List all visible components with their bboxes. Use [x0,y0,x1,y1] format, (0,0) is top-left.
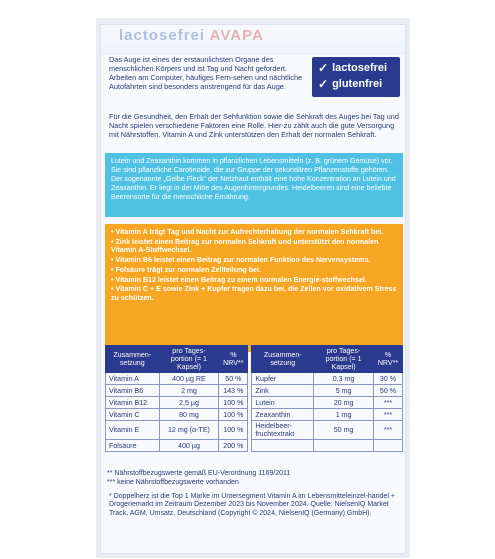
checkmark-icon: ✓ [318,77,329,91]
badge-lactosefrei: lactosefrei [332,62,388,74]
health-claims-box [105,224,403,352]
table-cell: Folsäure [106,440,160,452]
footnote-nrv: ** Nährstoffbezugswerte gemäß EU-Verordnung 1169/2011 [107,470,291,477]
claim-vitamin-b12: • Vitamin B12 leistet einen Beitrag zu einem normalen Energie-stoffwechsel. [111,275,367,284]
header-nrv: % NRV** [374,346,403,373]
table-header-row [106,346,403,373]
claim-vitamin-c-e: • Vitamin C + E sowie Zink + Kupfer tragen dazu bei, die Zellen vor oxidativem Stress zu schützen. [111,285,397,302]
table-cell: 30 % [374,373,403,385]
badge-line-lactose [318,60,400,76]
table-row [106,421,403,440]
table-cell: 100 % [219,397,248,409]
table-cell: 143 % [219,385,248,397]
table-cell: Vitamin E [106,421,160,440]
header-composition: Zusammen-setzung [106,346,160,373]
table-cell: 2,5 µg [159,397,219,409]
top-strip [101,25,405,55]
badge-glutenfrei: glutenfrei [332,78,383,90]
table-cell: Zink [252,385,314,397]
table-cell: 0,3 mg [314,373,374,385]
nutrition-table [105,345,403,452]
table-cell [314,440,374,452]
table-cell: 400 µg [159,440,219,452]
table-cell: Vitamin B12 [106,397,160,409]
claim-zink: • Zink leistet einen Beitrag zur normalen Sehkraft und unterstützt den normalen Vitamin A-Stoffwechsel. [111,237,379,255]
table-cell: Vitamin A [106,373,160,385]
table-cell: 200 % [219,440,248,452]
footnote-no-nrv: *** keine Nährstoffbezugswerte vorhanden [107,478,239,486]
lutein-info-box: Lutein und Zeaxanthin kommen in pflanzlichen Lebensmitteln (z. B. grünem Gemüse) vor. Sie sind pflanzliche Carotinoide, die zur Gruppe der sekundären Pflanzenstoffe gehören. Der sogenannte „Gelbe Fleck“ der Netzhaut enthält eine hohe Konzentration an Lutein und Zeaxanthin. Er liegt in der Mitte des Augenhintergrundes. Heidelbeeren sind eine beliebte Beerensorte für die menschliche Ernährung. [105,153,403,217]
table-row [106,385,403,397]
table-cell: 1 mg [314,409,374,421]
table-cell: *** [374,397,403,409]
table-cell: 100 % [219,409,248,421]
intro-paragraph-2: Für die Gesundheit, den Erhalt der Sehfunktion sowie die Sehkraft des Auges bei Tag und Nacht spielen verschiedene Faktoren eine Rolle. Hier-zu zählt auch die gute Versorgung mit Nährstoffen. Vitamin A und Zink unterstützen den Erhalt der normalen Sehkraft. [109,112,399,140]
nutrition-table-wrap [105,345,403,452]
intro-paragraph: Das Auge ist eines der erstaunlichsten Organe des menschlichen Körpers und ist Tag und Nacht gefordert. Arbeiten am Computer, häufiges Fern-sehen und nächtliche Autofahrten sind besonders anstrengend für das Auge. [109,55,303,92]
table-row [106,440,403,452]
badge-line-gluten [318,76,400,92]
header-composition: Zusammen-setzung [252,346,314,373]
footnotes [107,470,403,519]
table-row [106,397,403,409]
claim-vitamin-b6: • Vitamin B6 leistet einen Beitrag zur normalen Funktion des Nervensystems. [111,256,371,265]
table-row [106,373,403,385]
table-cell: 12 mg (α-TE) [159,421,219,440]
table-cell: Vitamin B6 [106,385,160,397]
header-daily-portion: pro Tages-portion (= 1 Kapsel) [159,346,219,373]
claim-folsaeure: • Folsäure trägt zur normalen Zellteilung bei. [111,265,261,274]
free-from-badge [312,57,400,97]
checkmark-icon: ✓ [318,61,329,75]
table-cell: Heidelbeer-fruchtextrakt [252,421,314,440]
table-cell: 80 mg [159,409,219,421]
table-cell: 100 % [219,421,248,440]
header-daily-portion: pro Tages-portion (= 1 Kapsel) [314,346,374,373]
claim-vitamin-a: • Vitamin A trägt Tag und Nacht zur Aufrechterhaltung der normalen Sehkraft bei. [111,228,384,236]
footnote-source: * Doppelherz ist die Top 1 Marke im Untersegment Vitamin A im Lebensmitteleinzel-handel + Drogeriemarkt im Zeitraum Dezember 2023 bis November 2024. Quelle: NielsenIQ Market Track, AGM, Umsatz, Deutschland (Copyright © 2024, NielsenIQ (Germany) GmbH). [109,492,395,518]
top-strip-red: AVAPA [209,27,264,44]
table-cell: 50 % [374,385,403,397]
table-cell: 2 mg [159,385,219,397]
table-cell: Vitamin C [106,409,160,421]
table-cell: 20 mg [314,397,374,409]
table-cell: 5 mg [314,385,374,397]
table-cell: 50 mg [314,421,374,440]
top-strip-main: lactosefrei [119,27,210,44]
table-cell: Kupfer [252,373,314,385]
table-cell: Lutein [252,397,314,409]
table-cell: 400 µg RE [159,373,219,385]
table-cell: 50 % [219,373,248,385]
header-nrv: % NRV** [219,346,248,373]
table-row [106,409,403,421]
product-package-back [100,24,406,554]
table-cell [252,440,314,452]
table-cell: *** [374,409,403,421]
table-cell: *** [374,421,403,440]
table-cell [374,440,403,452]
top-strip-text [119,27,389,45]
table-cell: Zeaxanthin [252,409,314,421]
